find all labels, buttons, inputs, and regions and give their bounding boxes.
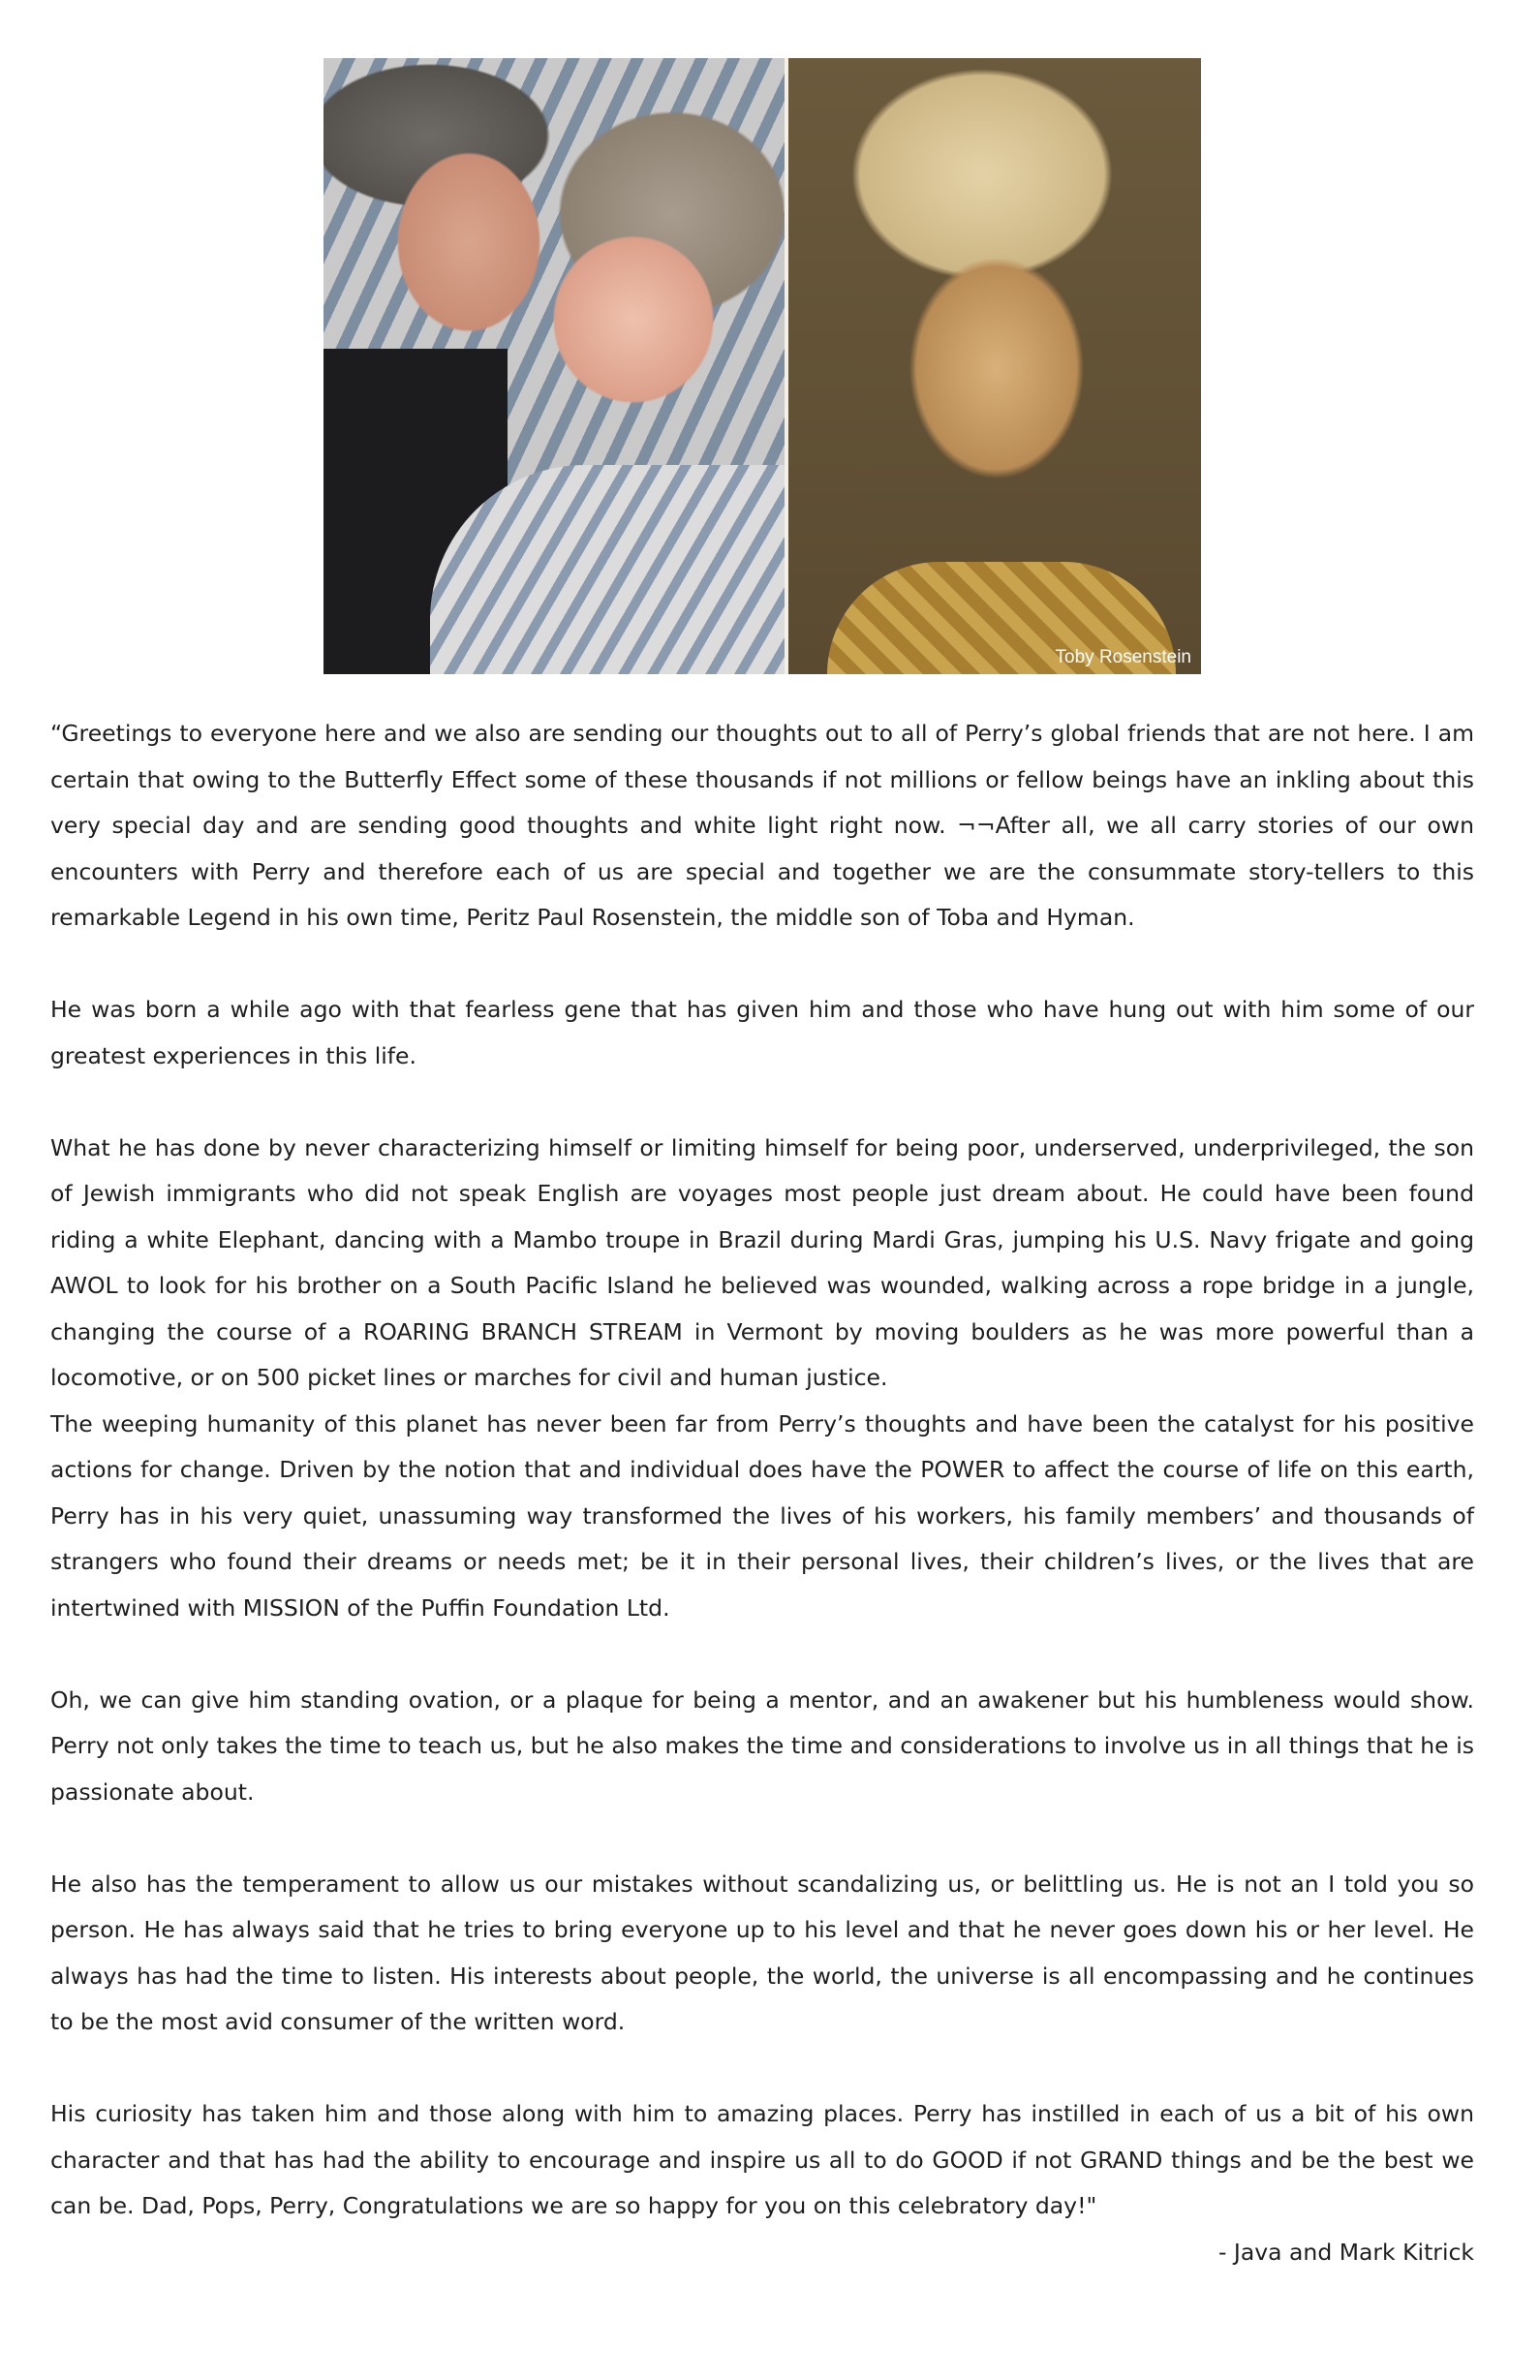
paragraph-gap xyxy=(50,1631,1474,1678)
letter-paragraph-4: The weeping humanity of this planet has never been far from Perry’s thoughts and have been the catalyst for his positive actions for change. Driven by the notion that and individual does have the POWER to affect the course of life on this earth, Perry has in his very quiet, unassuming way transformed the lives of his workers, his family members’ and thousands of strangers who found their dreams or needs met; be it in their personal lives, their children’s lives, or the lives that are intertwined with MISSION of the Puffin Foundation Ltd. xyxy=(50,1409,1474,1622)
letter-paragraph-3: What he has done by never characterizing himself or limiting himself for being poor, underserved, underprivileged, the son of Jewish immigrants who did not speak English are voyages most people just dream about. He could have been found riding a white Elephant, dancing with a Mambo troupe in Brazil during Mardi Gras, jumping his U.S. Navy frigate and going AWOL to look for his brother on a South Pacific Island he believed was wounded, walking across a rope bridge in a jungle, changing the course of a ROARING BRANCH STREAM in Vermont by moving boulders as he was more powerful than a locomotive, or on 500 picket lines or marches for civil and human justice. xyxy=(50,1133,1474,1391)
paragraph-gap xyxy=(50,1079,1474,1126)
paragraph-gap xyxy=(50,2046,1474,2092)
letter-paragraph-6: He also has the temperament to allow us our mistakes without scandalizing us, or belittling us. He is not an I told you so person. He has always said that he tries to bring everyone up to his level and that he never goes down his or her level. He always has had the time to listen. His interests about people, the world, the universe is all encompassing and he continues to be the most avid consumer of the written word. xyxy=(50,1870,1474,2035)
letter-paragraph-7: His curiosity has taken him and those along with him to amazing places. Perry has instilled in each of us a bit of his own character and that has had the ability to encourage and inspire us all to do GOOD if not GRAND things and be the best we can be. Dad, Pops, Perry, Congratulations we are so happy for you on this celebratory day!" xyxy=(50,2100,1474,2219)
paragraph-gap xyxy=(50,942,1474,988)
photo-couple xyxy=(323,58,785,674)
photo-toby-rosenstein xyxy=(788,58,1201,674)
letter-signature: - Java and Mark Kitrick xyxy=(1217,2238,1474,2266)
photo-collage xyxy=(323,58,1201,674)
letter-body xyxy=(50,711,1474,2275)
letter-paragraph-5: Oh, we can give him standing ovation, or a plaque for being a mentor, and an awakener but his humbleness would show. Perry not only takes the time to teach us, but he also makes the time and considerations to involve us in all things that he is passionate about. xyxy=(50,1685,1474,1806)
photo-caption: Toby Rosenstein xyxy=(1055,647,1191,667)
paragraph-gap xyxy=(50,1815,1474,1862)
letter-paragraph-2: He was born a while ago with that fearless gene that has given him and those who have hung out with him some of our greatest experiences in this life. xyxy=(50,996,1474,1069)
letter-paragraph-1: “Greetings to everyone here and we also are sending our thoughts out to all of Perry’s global friends that are not here. I am certain that owing to the Butterfly Effect some of these thousands if not millions or fellow beings have an inkling about this very special day and are sending good thoughts and white light right now. ¬¬After all, we all carry stories of our own encounters with Perry and therefore each of us are special and together we are the consummate story-tellers to this remarkable Legend in his own time, Peritz Paul Rosenstein, the middle son of Toba and Hyman. xyxy=(50,720,1474,931)
